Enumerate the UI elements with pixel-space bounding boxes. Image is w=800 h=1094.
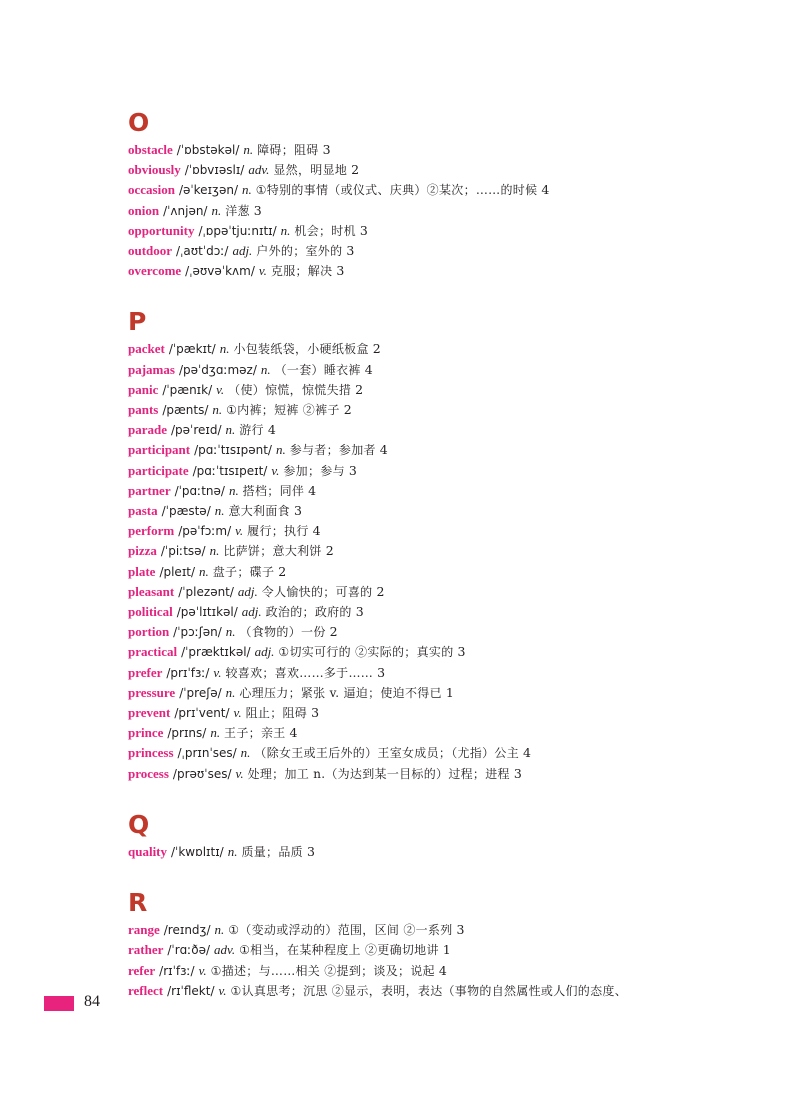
vocabulary-entry xyxy=(128,160,768,180)
part-of-speech: v. xyxy=(233,705,242,721)
entry-list xyxy=(128,920,768,1001)
level-number: 2 xyxy=(325,543,334,559)
definition: 机会；时机 xyxy=(294,223,356,238)
headword: political xyxy=(128,604,173,620)
letter-section xyxy=(128,108,768,281)
level-number: 3 xyxy=(456,922,465,938)
vocabulary-entry xyxy=(128,221,768,241)
part-of-speech: n. xyxy=(212,402,223,418)
vocabulary-entry xyxy=(128,541,768,561)
vocabulary-entry xyxy=(128,642,768,662)
vocabulary-entry xyxy=(128,562,768,582)
phonetic: /pəˈlɪtɪkəl/ xyxy=(176,605,238,620)
part-of-speech: adj. xyxy=(254,644,275,660)
vocabulary-entry xyxy=(128,501,768,521)
headword: pleasant xyxy=(128,583,175,599)
definition: 显然，明显地 xyxy=(273,163,348,178)
phonetic: /prɪˈvent/ xyxy=(174,706,230,721)
part-of-speech: n. xyxy=(225,422,236,438)
phonetic: /ˈplezənt/ xyxy=(178,584,234,599)
part-of-speech: v. xyxy=(258,263,267,279)
headword: quality xyxy=(128,843,168,859)
headword: pizza xyxy=(128,543,157,559)
headword: plate xyxy=(128,563,156,579)
level-number: 2 xyxy=(343,402,352,418)
section-gap xyxy=(128,784,768,810)
phonetic: /ˌɒpəˈtjuːnɪtɪ/ xyxy=(198,223,277,238)
definition: ①描述；与……相关 ②提到；谈及；说起 xyxy=(210,963,435,978)
page-number: 84 xyxy=(84,993,100,1010)
entry-list xyxy=(128,140,768,281)
phonetic: /pɑːˈtɪsɪpənt/ xyxy=(194,443,272,458)
phonetic: /ˈpræktɪkəl/ xyxy=(181,645,251,660)
definition: 较喜欢；喜欢……多于…… xyxy=(225,665,374,680)
headword: opportunity xyxy=(128,222,195,238)
definition: ①（变动或浮动的）范围，区间 ②一系列 xyxy=(228,923,453,938)
definition: 户外的；室外的 xyxy=(256,244,343,259)
section-letter-heading: P xyxy=(128,307,147,337)
vocabulary-entry xyxy=(128,703,768,723)
vocabulary-entry xyxy=(128,241,768,261)
headword: partner xyxy=(128,482,171,498)
entry-list xyxy=(128,842,768,862)
level-number: 3 xyxy=(311,705,320,721)
level-number: 3 xyxy=(359,222,368,238)
vocabulary-entry xyxy=(128,683,768,703)
part-of-speech: n. xyxy=(199,563,209,579)
phonetic: /ˈpækɪt/ xyxy=(168,342,216,357)
level-number: 3 xyxy=(348,462,357,478)
vocabulary-entry xyxy=(128,663,768,683)
headword: princess xyxy=(128,745,174,761)
headword: occasion xyxy=(128,182,175,198)
headword: pasta xyxy=(128,503,158,519)
headword: reflect xyxy=(128,982,164,998)
section-gap xyxy=(128,862,768,888)
headword: panic xyxy=(128,381,159,397)
phonetic: /ˈɒbvɪəslɪ/ xyxy=(184,163,245,178)
part-of-speech: n. xyxy=(243,142,254,157)
part-of-speech: v. xyxy=(235,523,244,539)
part-of-speech: adj. xyxy=(241,604,262,620)
definition: 小包装纸袋，小硬纸板盒 xyxy=(233,342,369,357)
definition: 履行；执行 xyxy=(247,524,309,539)
part-of-speech: v. xyxy=(216,381,225,397)
section-letter-heading: R xyxy=(128,888,148,918)
phonetic: /prɪˈfɜː/ xyxy=(166,665,210,680)
vocabulary-entry xyxy=(128,743,768,763)
vocabulary-entry xyxy=(128,582,768,602)
vocabulary-entry xyxy=(128,360,768,380)
vocabulary-entry xyxy=(128,339,768,359)
definition: 障碍；阻碍 xyxy=(257,143,319,157)
definition: ①切实可行的 ②实际的；真实的 xyxy=(278,645,454,660)
level-number: 4 xyxy=(522,745,531,761)
level-number: 4 xyxy=(541,182,550,198)
definition: 阻止；阻碍 xyxy=(245,706,308,721)
headword: parade xyxy=(128,422,167,438)
entry-list xyxy=(128,339,768,783)
level-number: 3 xyxy=(346,243,355,259)
vocabulary-entry xyxy=(128,940,768,960)
level-number: 2 xyxy=(372,341,381,357)
headword: onion xyxy=(128,202,160,218)
level-number: 2 xyxy=(376,583,385,599)
headword: pajamas xyxy=(128,361,175,377)
definition: 政治的；政府的 xyxy=(265,605,352,620)
definition: 游行 xyxy=(239,423,264,438)
vocabulary-entry xyxy=(128,622,768,642)
letter-section xyxy=(128,810,768,862)
part-of-speech: n. xyxy=(225,624,236,640)
definition: 参与者；参加者 xyxy=(289,443,376,458)
part-of-speech: n. xyxy=(210,725,221,741)
part-of-speech: n. xyxy=(219,341,230,357)
level-number: 4 xyxy=(308,482,317,498)
definition: 参加；参与 xyxy=(283,463,345,478)
vocabulary-entry xyxy=(128,602,768,622)
headword: practical xyxy=(128,644,178,660)
level-number: 4 xyxy=(289,725,298,741)
phonetic: /ˌəʊvəˈkʌm/ xyxy=(185,264,255,279)
vocabulary-entry xyxy=(128,961,768,981)
definition: 盘子；碟子 xyxy=(212,564,275,579)
vocabulary-entry xyxy=(128,461,768,481)
definition: 心理压力；紧张 v. 逼迫；使迫不得已 xyxy=(239,685,442,700)
part-of-speech: n. xyxy=(240,745,251,761)
phonetic: /ˌaʊtˈdɔː/ xyxy=(176,244,229,259)
headword: participant xyxy=(128,442,191,458)
part-of-speech: adv. xyxy=(248,162,270,178)
headword: prevent xyxy=(128,705,171,721)
level-number: 4 xyxy=(379,442,388,458)
vocabulary-list xyxy=(128,108,768,1001)
vocabulary-entry xyxy=(128,842,768,862)
definition: 意大利面食 xyxy=(228,504,290,519)
level-number: 3 xyxy=(336,263,345,279)
vocabulary-entry xyxy=(128,723,768,743)
part-of-speech: v. xyxy=(198,962,207,978)
phonetic: /ˈpiːtsə/ xyxy=(160,544,206,559)
definition: 比萨饼；意大利饼 xyxy=(223,544,322,559)
headword: prince xyxy=(128,725,164,741)
part-of-speech: n. xyxy=(280,222,291,238)
headword: process xyxy=(128,765,169,781)
level-number: 3 xyxy=(457,644,466,660)
level-number: 3 xyxy=(377,664,386,680)
phonetic: /ˈʌnjən/ xyxy=(163,203,208,218)
part-of-speech: adj. xyxy=(232,243,253,259)
part-of-speech: v. xyxy=(235,765,244,781)
headword: prefer xyxy=(128,664,163,680)
phonetic: /prəʊˈses/ xyxy=(172,766,232,781)
phonetic: /ˈɒbstəkəl/ xyxy=(176,143,240,157)
phonetic: /ˈpreʃə/ xyxy=(179,685,222,700)
vocabulary-entry xyxy=(128,201,768,221)
part-of-speech: n. xyxy=(260,361,271,377)
part-of-speech: n. xyxy=(214,922,225,938)
part-of-speech: n. xyxy=(241,182,252,198)
part-of-speech: n. xyxy=(211,202,222,218)
headword: range xyxy=(128,922,160,938)
vocabulary-entry xyxy=(128,981,768,1001)
level-number: 2 xyxy=(278,563,287,579)
part-of-speech: n. xyxy=(275,442,286,458)
phonetic: /əˈkeɪʒən/ xyxy=(178,183,238,198)
part-of-speech: n. xyxy=(227,843,238,859)
vocabulary-entry xyxy=(128,180,768,200)
level-number: 3 xyxy=(513,765,522,781)
phonetic: /ˈpænɪk/ xyxy=(162,382,213,397)
headword: refer xyxy=(128,962,156,978)
part-of-speech: adj. xyxy=(237,583,258,599)
phonetic: /pəˈfɔːm/ xyxy=(178,524,232,539)
vocabulary-entry xyxy=(128,140,768,160)
level-number: 4 xyxy=(267,422,276,438)
definition: （一套）睡衣裤 xyxy=(274,362,361,377)
phonetic: /reɪndʒ/ xyxy=(163,923,211,938)
level-number: 3 xyxy=(253,202,262,218)
definition: ①相当，在某种程度上 ②更确切地讲 xyxy=(239,943,439,958)
phonetic: /pəˈreɪd/ xyxy=(170,423,222,438)
level-number: 3 xyxy=(306,843,315,859)
headword: packet xyxy=(128,341,165,357)
part-of-speech: n. xyxy=(228,482,239,498)
vocabulary-entry xyxy=(128,481,768,501)
definition: ①认真思考；沉思 ②显示，表明，表达（事物的自然属性或人们的态度、 xyxy=(230,983,627,998)
phonetic: /pleɪt/ xyxy=(159,564,196,579)
headword: obviously xyxy=(128,162,181,178)
definition: 王子；亲王 xyxy=(224,726,286,741)
phonetic: /ˈpɔːʃən/ xyxy=(173,625,222,640)
headword: rather xyxy=(128,942,164,958)
definition: 质量；品质 xyxy=(241,844,303,859)
definition: 克服；解决 xyxy=(270,264,333,279)
level-number: 1 xyxy=(442,942,451,958)
part-of-speech: n. xyxy=(214,503,225,519)
headword: pants xyxy=(128,402,159,418)
level-number: 3 xyxy=(355,604,364,620)
headword: perform xyxy=(128,523,175,539)
vocabulary-entry xyxy=(128,420,768,440)
level-number: 2 xyxy=(351,162,360,178)
phonetic: /pɑːˈtɪsɪpeɪt/ xyxy=(192,463,268,478)
part-of-speech: adv. xyxy=(214,942,236,958)
vocabulary-entry xyxy=(128,920,768,940)
part-of-speech: n. xyxy=(225,684,236,700)
part-of-speech: n. xyxy=(209,543,220,559)
level-number: 1 xyxy=(445,684,454,700)
section-letter-heading: O xyxy=(128,108,150,137)
definition: 洋葱 xyxy=(225,203,250,218)
headword: outdoor xyxy=(128,243,173,259)
phonetic: /ˈpɑːtnə/ xyxy=(174,483,225,498)
headword: overcome xyxy=(128,263,182,279)
level-number: 2 xyxy=(355,381,364,397)
level-number: 4 xyxy=(312,523,321,539)
level-number: 4 xyxy=(364,361,373,377)
vocabulary-entry xyxy=(128,521,768,541)
vocabulary-entry xyxy=(128,380,768,400)
phonetic: /ˈrɑːðə/ xyxy=(167,943,211,958)
headword: portion xyxy=(128,624,170,640)
definition: ①特别的事情（或仪式、庆典）②某次；……的时候 xyxy=(255,183,538,198)
phonetic: /prɪns/ xyxy=(167,726,207,741)
definition: ①内裤；短裤 ②裤子 xyxy=(226,403,340,418)
part-of-speech: v. xyxy=(271,462,280,478)
headword: pressure xyxy=(128,684,176,700)
vocabulary-entry xyxy=(128,261,768,281)
phonetic: /rɪˈfɜː/ xyxy=(159,963,195,978)
level-number: 3 xyxy=(322,142,331,157)
level-number: 4 xyxy=(438,962,447,978)
definition: （食物的）一份 xyxy=(239,625,326,640)
level-number: 2 xyxy=(329,624,338,640)
phonetic: /pəˈdʒɑːməz/ xyxy=(178,362,257,377)
part-of-speech: v. xyxy=(213,664,222,680)
headword: participate xyxy=(128,462,189,478)
phonetic: /rɪˈflekt/ xyxy=(167,983,215,998)
letter-section xyxy=(128,888,768,1001)
phonetic: /ˌprɪnˈses/ xyxy=(177,746,237,761)
definition: （使）惊慌，惊慌失措 xyxy=(228,382,352,397)
definition: 令人愉快的；可喜的 xyxy=(261,584,373,599)
vocabulary-entry xyxy=(128,400,768,420)
section-letter-heading: Q xyxy=(128,809,150,839)
section-gap xyxy=(128,281,768,307)
vocabulary-entry xyxy=(128,440,768,460)
phonetic: /ˈpæstə/ xyxy=(161,504,211,519)
vocabulary-entry xyxy=(128,764,768,784)
letter-section xyxy=(128,307,768,783)
phonetic: /pænts/ xyxy=(162,403,209,418)
part-of-speech: v. xyxy=(218,982,227,998)
phonetic: /ˈkwɒlɪtɪ/ xyxy=(171,844,224,859)
definition: （除女王或王后外的）王室女成员；（尤指）公主 xyxy=(254,746,519,761)
page-marker-bar xyxy=(44,996,74,1011)
level-number: 3 xyxy=(293,503,302,519)
definition: 处理；加工 n.（为达到某一目标的）过程；进程 xyxy=(247,766,510,781)
headword: obstacle xyxy=(128,142,173,157)
definition: 搭档；同伴 xyxy=(242,483,305,498)
